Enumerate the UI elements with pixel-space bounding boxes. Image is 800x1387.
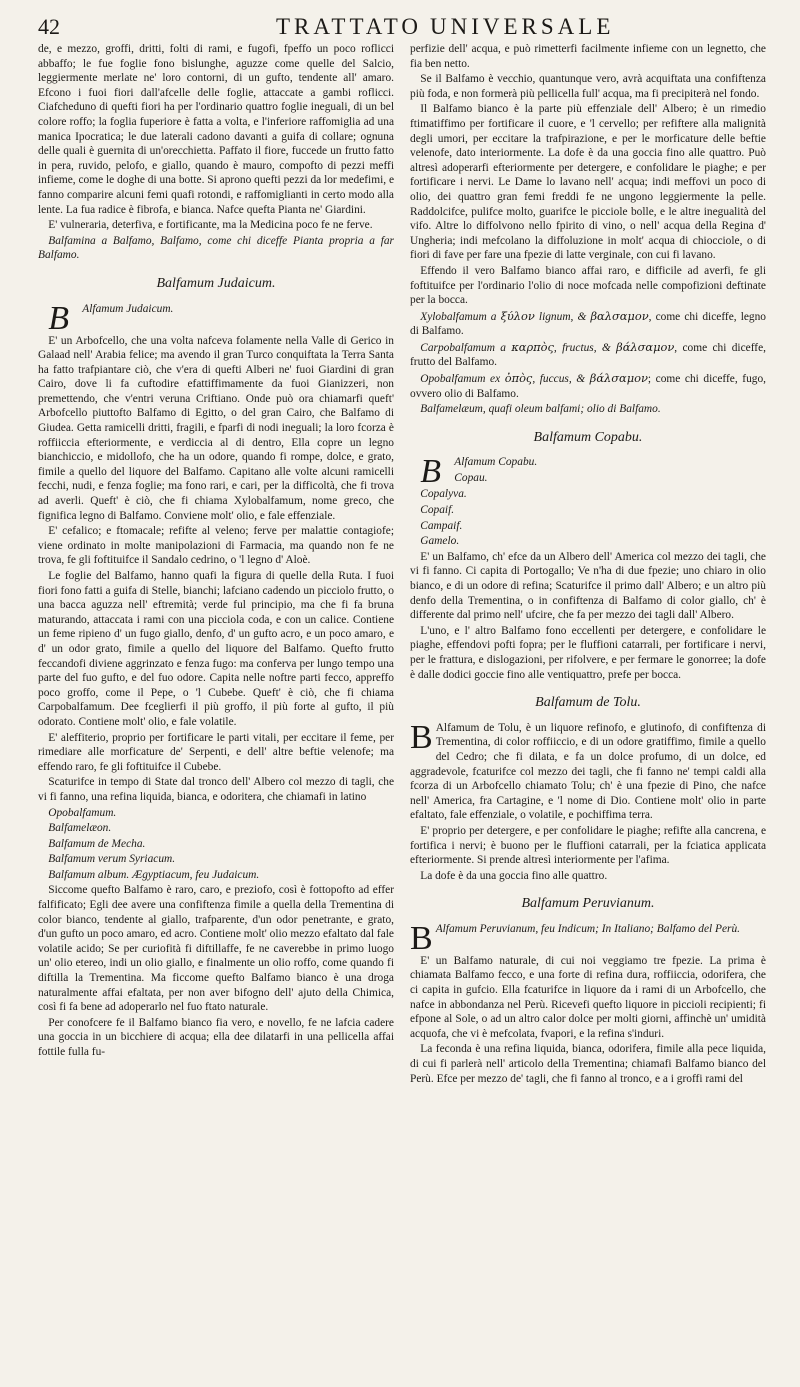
paragraph: E' cefalico; e ftomacale; refifte al veleno; ferve per malattie contagiofe; viene ordinato in molte manipolazioni di Farmacia, ma quando non fe ne trova, fe gli foftituifce il Sandalo cedrino, o 'l legno d' Aloè. bbox=[38, 525, 394, 567]
synonym: Balfamelæon. bbox=[48, 822, 112, 835]
etym-term: Opobalfamum ex bbox=[420, 373, 501, 386]
etym-text: , come chi diceffe, frutto del Balfamo. bbox=[410, 341, 766, 369]
paragraph: E' un Balfamo, ch' efce da un Albero dell' America col mezzo dei tagli, che vi fi fanno. Ci capita di Portogallo; Ve n'ha di due fpezie; uno chiaro in olio bianco, e di un odore di refina; Scaturifce il primo dall' Albero; e un altro più denfo della Trementina, o in confiftenza di Balfamo di color giallo, ch' è differente dal primo nell' ufcire, che fa per mezzo dei tagli dall' Albero. bbox=[410, 550, 766, 622]
synonym: Balfamum de Mecha. bbox=[48, 837, 146, 850]
left-column bbox=[38, 42, 394, 1377]
paragraph: de, e mezzo, groffi, dritti, folti di rami, e fugofi, fpeffo un poco roflicci abbaffo; le fue foglie fono bislunghe, aguzze come quelle del Salcio, leggiermente merlate ne' loro contorni, di un gufto, tendente all' amaro. Efcono i fuoi fiori dall'afcelle delle foglie, attaccate a gambi roflicci. Ciafcheduno di quefti fiori ha per l'ordinario quattro foglie ineguali, di un bel colore roffo; la foglia fuperiore è fatta a volta, e l'inferiore raffomiglia ad una manica Ipocratica; le due laterali cadono davanti a guifa di collare; ognuna delle quali è guernita di un'orecchietta. Paffato il fiore, fuccede un frutto fatto in pera, ruvido, pelofo, e giallo, quando è mauro, compofto di pezzi meffi infieme, come le doghe di una botte. Si aprono quefti pezzi da lor medefimi, e fanno comparire alcuni femi quafi rotondi, e raffomiglianti in certo modo alla lente. La fua radice è fibrofa, e bianca. Nafce quefta Pianta ne' Giardini. bbox=[38, 43, 394, 216]
paragraph: Per conofcere fe il Balfamo bianco fia vero, e novello, fe ne lafcia cadere una goccia in un bicchiere di acqua; ella dee dilatarfi in una pellicella affai fottile fulla fu- bbox=[38, 1016, 394, 1058]
text-columns bbox=[38, 42, 766, 1377]
etym-term: Carpobalfamum a bbox=[420, 341, 506, 354]
paragraph: E' un Balfamo naturale, di cui noi veggiamo tre fpezie. La prima è chiamata Balfamo fecco, e una forte di refina dura, roffiiccia, odorifera, che ci capita in gufcio. Ella fcaturifce in liquore da i rami di un Arbofcello, che nafce in abbondanza nel Perù. Ricevefi quefto liquore in piccioli recipienti; fi efpone al Sole, o ad un altro calor dolce per molti giorni, affinchè un' umidità acquofa, che vi è mefcolata, fvapori, e la refina s'induri. bbox=[410, 954, 766, 1040]
etymology-line bbox=[410, 340, 766, 370]
paragraph: Siccome quefto Balfamo è raro, caro, e preziofo, così è fottopofto ad effer falfificato; Egli dee avere una confiftenza fimile a quella della Trementina di color bianco, tendente al giallo, trafparente, d'un odor penetrante, e grato, d'un gufto un poco amaro, ed acro. Contiene molt' olio mezzo efaltato dal fale volatile acido; Se per curiofità fi diftillaffe, fe ne caverebbe in primo luogo un' olio etereo, indi un olio giallo, e finalmente un olio roffo, come quando fi diftilla la Trementina. Ma ficcome quefto Balfamo bianco è una droga naturalmente affai efaltata, per non aver bifogno dell' ajuto della Chimica, così fi fa bene ad adoperarlo nel fuo ftato naturale. bbox=[38, 884, 394, 1014]
greek-word: ὀπὸς bbox=[504, 371, 533, 386]
paragraph: perfizie dell' acqua, e può rimetterfi facilmente infieme con un legnetto, che fia ben netto. bbox=[410, 43, 766, 70]
synonym: Copalyva. bbox=[420, 488, 467, 501]
etym-text: lignum, & bbox=[538, 310, 587, 323]
etym-term: Xylobalfamum a bbox=[420, 310, 497, 323]
synonym: Gamelo. bbox=[420, 535, 460, 548]
etymology-line bbox=[410, 309, 766, 339]
synonym: Alfamum Copabu. bbox=[454, 456, 538, 469]
page-number: 42 bbox=[38, 14, 60, 39]
greek-word: βαλσαμον bbox=[590, 308, 649, 323]
paragraph: Scaturifce in tempo di State dal tronco dell' Albero col mezzo di tagli, che vi fi fanno, una refina liquida, bianca, e odoritera, che chiamafi in latino bbox=[38, 776, 394, 803]
synonym: Alfamum Judaicum. bbox=[82, 302, 174, 315]
drop-cap: B bbox=[410, 718, 433, 756]
synonym: Copaif. bbox=[420, 504, 455, 517]
etym-text: , fuccus, & bbox=[532, 373, 586, 386]
running-title-left: TRATTATO bbox=[275, 14, 422, 39]
paragraph: Le foglie del Balfamo, hanno quafi la figura di quelle della Ruta. I fuoi fiori fono fatti a guifa di Stelle, bianchi; lafciano cadendo un picciolo frutto, o una bacca aguzza nell' eftremità; verde ful principio, ma che fi fa bruna maturando, attaccata i rami con una picciola coda, e con un calice. Contiene un feme ripieno d' un fugo giallo, denfo, d' un gufto acro, e un poco amaro, e d' un odor grato, fimile a quello del liquore del Balfamo. Quefto frutto feccandofi diviene aggrinzato e fenza fugo: ma conferva per lungo tempo una parte del fuo gufto, e del fuo odore. Capita nelle noftre parti fecco, appreffo poco groffo, come il Pepe, o 'l Cubebe. Queft' è ciò, che fi chiama Carpobalfamum. Dee fceglierfi il più groffo, il più forte al gufto, il più odorato. Contiene molt' olio, e fale volatile. bbox=[38, 570, 394, 728]
greek-word: καρπὸς bbox=[511, 339, 554, 354]
etymology-line bbox=[410, 371, 766, 401]
paragraph: E' aleffiterio, proprio per fortificare le parti vitali, per eccitare il feme, per rimediare alle morficature de' Serpenti, e dell' altre beftie velenofe; ma effendo raro, fe gli foftituifce il Cubebe. bbox=[38, 731, 394, 773]
paragraph: Effendo il vero Balfamo bianco affai raro, e difficile ad averfi, fe gli foftituifce per l'ordinario l'olio di noce mofcada nelle compofizioni deftinate per la bocca. bbox=[410, 264, 766, 307]
synonym: Campaif. bbox=[420, 519, 463, 532]
section-heading: Balfamum Judaicum. bbox=[156, 275, 276, 291]
paragraph: L'uno, e l' altro Balfamo fono eccellenti per detergere, e confolidare le piaghe, effendovi pofti fopra; per le fluffioni catarrali, per fortificare i nervi, per le frattura, e dislogazioni, per rifolvere, e per fermare le gonorree; la dofe è dalle dodici goccie fino alle ventiquattro, prefe per bocca. bbox=[410, 624, 766, 681]
paragraph: E' vulneraria, deterfiva, e fortificante, ma la Medicina poco fe ne ferve. bbox=[48, 219, 373, 232]
drop-cap: B bbox=[410, 919, 433, 957]
paragraph: Balfamina a Balfamo, Balfamo, come chi diceffe Pianta propria a far Balfamo. bbox=[38, 234, 394, 262]
right-column bbox=[410, 42, 766, 1377]
paragraph: Balfamelæum, quafi oleum balfami; olio di Balfamo. bbox=[420, 403, 661, 416]
running-head bbox=[38, 14, 766, 38]
greek-word: βάλσαμον bbox=[616, 339, 675, 354]
paragraph: Il Balfamo bianco è la parte più effenziale dell' Albero; è un rimedio ftimatiffimo per fortificare il cuore, e 'l cervello; per refiftere alla malignità degli umori, per eccitare la trafpirazione, e per le morficature delle beftie velenofe, dato interiormente. La dofe è da una goccia fino alle quattro. Può altresì adoperarfi efteriormente per detergere, e confolidare le piaghe; e per fortificare i nervi. Le Dame lo lavano nell' acqua; indi meffovi un poco di olio, dei quattro gran femi freddi fe ne ungono leggiermente la pelle. Raddolcifce, pulifce molto, guarifce le picciole bolle, e le altre inegualità del vifo. Altre lo diffolvono nello fpirito di vino, o nell' acqua della Regina d' Ungheria; indi mefcolano la diffoluzione in molt' acqua di chiocciole, o di fiori di fave per fare una fpezie di latte verginale, con cui fi lavano. bbox=[410, 103, 766, 262]
synonym: Balfamum album. Ægyptiacum, feu Judaicum. bbox=[48, 868, 260, 881]
section-heading: Balfamum Copabu. bbox=[533, 429, 643, 445]
section-heading: Balfamum de Tolu. bbox=[535, 695, 641, 711]
etym-text: , come chi diceffe, legno di Balfamo. bbox=[410, 310, 766, 338]
paragraph: Alfamum de Tolu, è un liquore refinofo, e glutinofo, di confiftenza di Trementina, di color roffiiccio, e di un odore gratiffimo, fimile a quello del Cedro; che fi dilata, e fa un dolce profumo, di un dolce, ed aggradevole, fcaturifce col mezzo dei tagli, che fi fanno ne' tempi caldi alla fcorza di un Arbofcello chiamato Tolu; ch' è una fpezie di Pino, che nafce nell' America, fra Cartagine, e 'l nome di Dio. Contiene molt' olio in parte efaltato, fale effenziale, o volatile, e pochiffima terra. bbox=[410, 721, 766, 822]
synonym: Balfamum verum Syriacum. bbox=[48, 853, 176, 866]
drop-cap: B bbox=[420, 453, 442, 491]
paragraph: E' un Arbofcello, che una volta nafceva folamente nella Valle di Gerico in Galaad nell' Arabia felice; ma avendo il gran Turco conquiftata la Terra Santa ha fatto trafpiantare ciò, che v'era di quefti Alberi ne' fuoi Giardini di gran Cairo, dove li fa cuftodire efattiffimamente da fuoi Gianizzeri, non premettendo, che v'entri veruna Criftiano. Onde può ora chiamarfi queft' Arbofcello piuttofto Balfamo di Egitto, o del gran Cairo, che Balfamo di Giudea. Getta ramicelli dritti, fragili, e fparfi di nodi ineguali; la loro fcorza è roffiiccia efteriormente, e verdiccia al di dentro, Ella copre un legno bianchiccio, e midollofo, che ha un odore, quando fi rompe, dolce, e grato, fimile a quello del liquore del Balfamo. Capitano alle volte alcuni ramicelli fecchi, nudi, e fenza foglie; ma fono rari, e cari, per la difficoltà, che fi trova ad averli. Queft' è ciò, che fi chiama Xylobalfamum, nome greco, che fignifica legno di Balfamo. Conviene molt' olio, e fale effenziale. bbox=[38, 334, 394, 522]
paragraph: La dofe è da una goccia fino alle quattro. bbox=[420, 869, 608, 882]
synonym: Opobalfamum. bbox=[48, 806, 117, 819]
drop-cap: B bbox=[48, 299, 70, 337]
greek-word: ξύλον bbox=[500, 308, 535, 323]
section-heading: Balfamum Peruvianum. bbox=[521, 896, 655, 912]
synonym: Alfamum Peruvianum, feu Indicum; In Italiano; Balfamo del Perù. bbox=[435, 922, 741, 935]
paragraph: Se il Balfamo è vecchio, quantunque vero, avrà acquiftata una confiftenza più foda, e non formerà più pellicella full' acqua, ma fi precipiterà nel fondo. bbox=[410, 73, 766, 100]
paragraph: La feconda è una refina liquida, bianca, odorifera, fimile alla pece liquida, di cui fi parlerà nell' articolo della Trementina; chiamafi Balfamo bianco del Perù. Efce per mezzo de' tagli, che fi fanno al tronco, e a i groffi rami del bbox=[410, 1043, 766, 1085]
etym-text: , fructus, & bbox=[553, 341, 611, 354]
running-title-right: UNIVERSALE bbox=[430, 14, 615, 39]
etym-text: ; come chi diceffe, fugo, ovvero olio di Balfamo. bbox=[410, 373, 766, 400]
paragraph: E' proprio per detergere, e per confolidare le piaghe; refifte alla cancrena, e fortifica i nervi; è buono per le fluffioni catarrali, per la fciatica applicata efteriormente. Si prende altresì interiormente per l'afima. bbox=[410, 824, 766, 867]
greek-word: βάλσαμον bbox=[589, 371, 648, 386]
synonym: Copau. bbox=[454, 472, 488, 485]
